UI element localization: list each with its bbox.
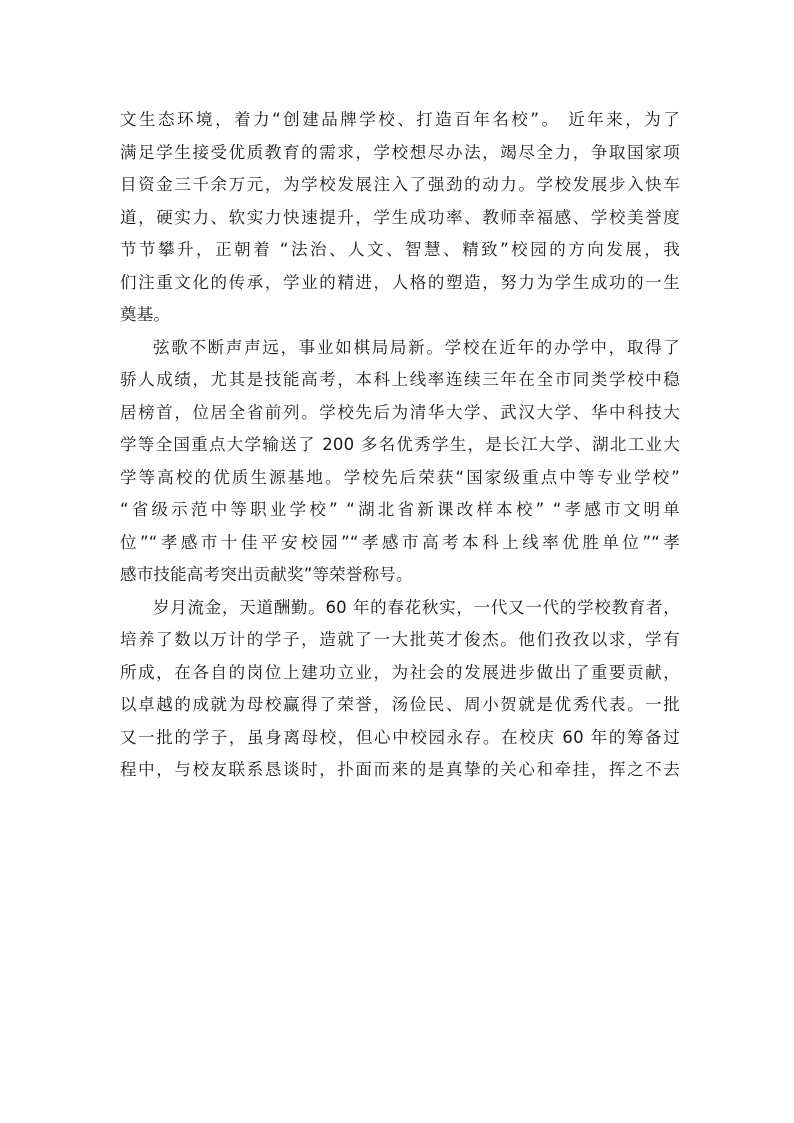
text-line: 节节攀升，正朝着 “法治、人文、智慧、精致”校园的方向发展，我 (120, 240, 680, 259)
text-line: 道，硬实力、软实力快速提升，学生成功率、教师幸福感、学校美誉度 (120, 207, 680, 227)
paragraph-3 (120, 592, 680, 787)
text-line: 骄人成绩，尤其是技能高考，本科上线率连续三年在全市同类学校中稳 (120, 370, 680, 389)
text-line: 学等高校的优质生源基地。学校先后荣获“国家级重点中等专业学校” (120, 467, 680, 487)
text-line: 位”“孝感市十佳平安校园”“孝感市高考本科上线率优胜单位”“孝 (120, 532, 680, 552)
text-line: 弦歌不断声声远，事业如棋局局新。学校在近年的办学中，取得了 (153, 337, 680, 357)
paragraph-1 (120, 104, 680, 332)
text-line: 培养了数以万计的学子，造就了一大批英才俊杰。他们孜孜以求，学有 (120, 630, 680, 649)
text-line: 岁月流金，天道酬勤。60 年的春花秋实，一代又一代的学校教育者， (153, 597, 680, 617)
body-text (120, 104, 680, 787)
paragraph-2 (120, 332, 680, 592)
text-line: 又一批的学子，虽身离母校，但心中校园永存。在校庆 60 年的筹备过 (120, 727, 680, 747)
text-line: 文生态环境，着力“创建品牌学校、打造百年名校”。 近年来，为了 (120, 110, 680, 129)
text-line: 居榜首，位居全省前列。学校先后为清华大学、武汉大学、华中科技大 (120, 402, 680, 422)
text-line: “省级示范中等职业学校” “湖北省新课改样本校” “孝感市文明单 (120, 500, 680, 519)
text-line: 程中，与校友联系恳谈时，扑面而来的是真挚的关心和牵挂，挥之不去 (120, 760, 680, 779)
text-line: 学等全国重点大学输送了 200 多名优秀学生，是长江大学、湖北工业大 (120, 435, 680, 454)
text-line: 以卓越的成就为母校赢得了荣誉，汤俭民、周小贺就是优秀代表。一批 (120, 695, 680, 714)
text-line: 感市技能高考突出贡献奖”等荣誉称号。 (120, 565, 413, 584)
text-line: 所成，在各自的岗位上建功立业，为社会的发展进步做出了重要贡献， (120, 662, 680, 682)
text-line: 们注重文化的传承，学业的精进，人格的塑造，努力为学生成功的一生 (120, 272, 680, 292)
text-line: 目资金三千余万元，为学校发展注入了强劲的动力。学校发展步入快车 (120, 175, 680, 194)
text-line: 奠基。 (120, 305, 171, 324)
text-line: 满足学生接受优质教育的需求，学校想尽办法，竭尽全力，争取国家项 (120, 142, 680, 162)
